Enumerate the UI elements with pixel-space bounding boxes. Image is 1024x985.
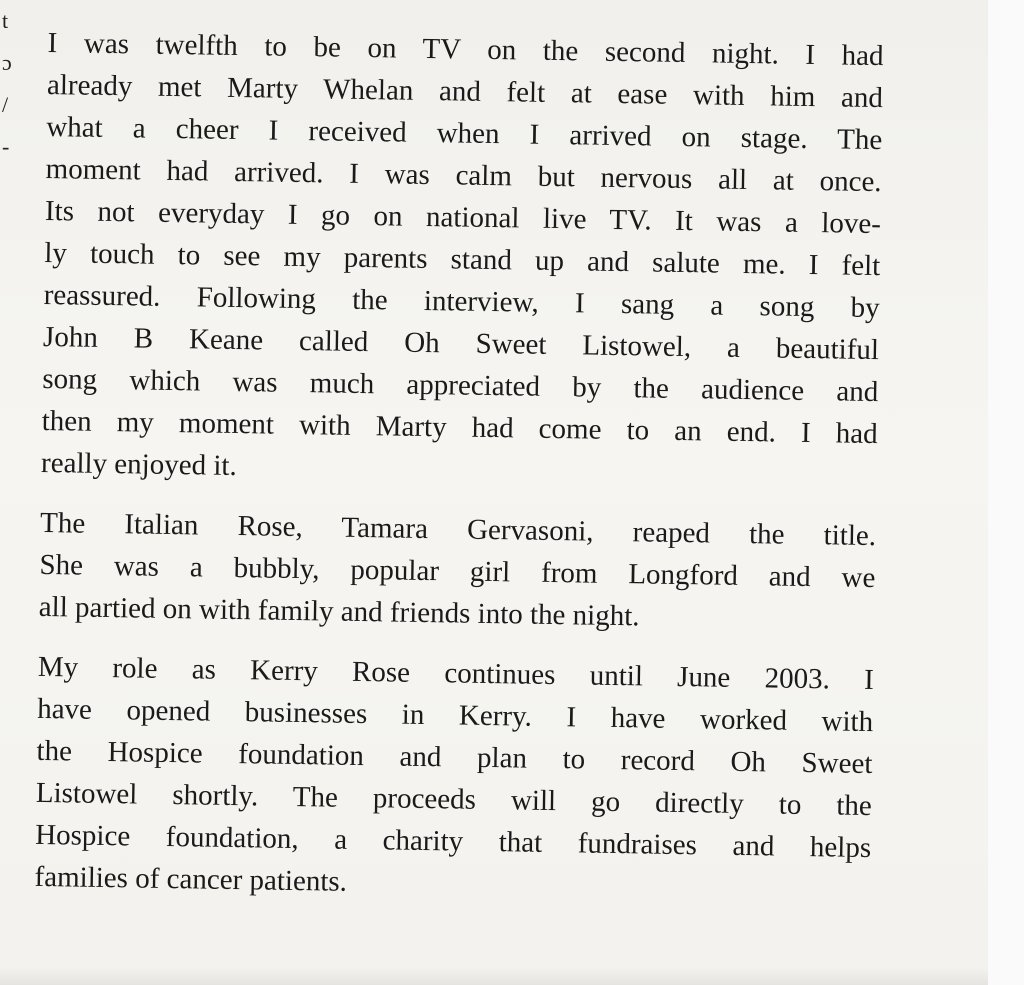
text-line: the Hospice foundation and plan to record Oh Sweet [36,734,873,781]
facing-page-bleed [0,0,14,200]
text-line: She was a bubbly, popular girl from Longford and we [39,548,876,595]
text-line: Hospice foundation, a charity that fundraises and helps [34,818,872,865]
text-line: families of cancer patients. [34,860,348,898]
text-line: have opened businesses in Kerry. I have worked with [36,692,874,739]
text-line: really enjoyed it. [40,446,237,483]
text-line: I was twelfth to be on TV on the second night. I had [47,26,884,73]
text-line: ly touch to see my parents stand up and salute me. I felt [44,236,881,283]
bleed-mark: / [2,92,9,117]
text-line: already met Marty Whelan and felt at ease with him and [46,68,884,115]
text-line: My role as Kerry Rose continues until June 2003. I [37,650,875,697]
text-line: moment had arrived. I was calm but nervous all at once. [45,152,882,199]
paragraph-3 [34,646,874,911]
text-line: then my moment with Marty had come to an end. I had [41,404,878,451]
text-line: all partied on with family and friends into the night. [38,590,640,633]
bleed-mark: - [2,134,10,159]
bleed-mark: t [2,8,9,33]
text-line: Listowel shortly. The proceeds will go directly to the [35,776,873,823]
text-line: reassured. Following the interview, I sang a song by [43,278,880,325]
text-line: John B Keane called Oh Sweet Listowel, a beautiful [42,320,880,367]
page-text [34,22,884,929]
text-line: what a cheer I received when I arrived on stage. The [46,110,883,157]
page-edge [988,0,1024,985]
paragraph-2 [38,502,876,641]
page-bottom-shadow [0,967,988,985]
text-line: The Italian Rose, Tamara Gervasoni, reaped the title. [39,506,877,553]
bleed-mark: ɔ [2,50,12,75]
paragraph-1 [41,22,884,497]
text-line: song which was much appreciated by the audience and [42,362,879,409]
text-line: Its not everyday I go on national live TV. It was a love- [44,194,882,241]
